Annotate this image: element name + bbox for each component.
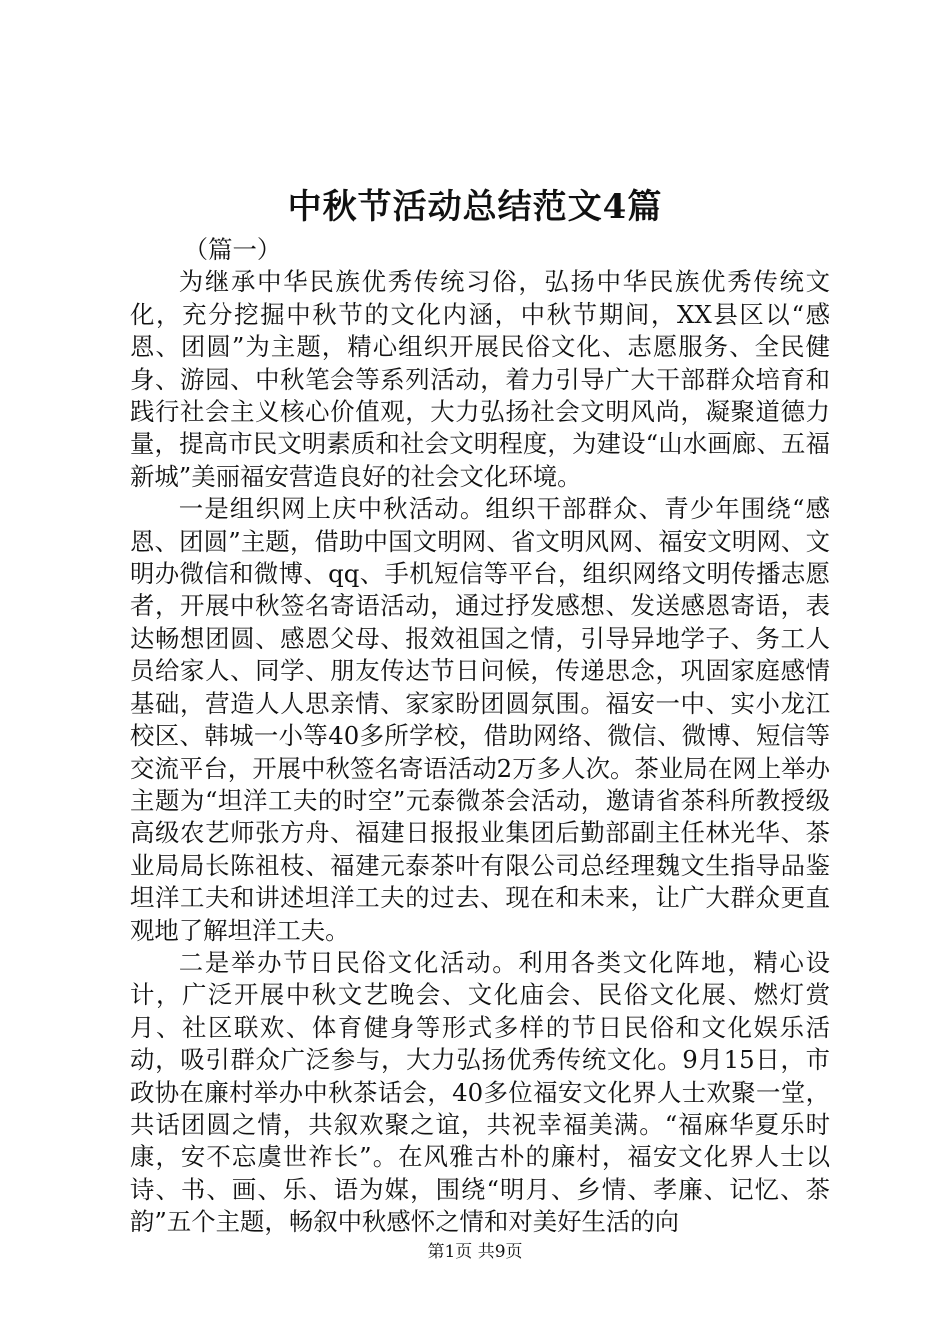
document-title: 中秋节活动总结范文4篇 [287,187,663,227]
section-label: （篇一） [183,235,282,264]
page-footer: 第1页 共9页 [427,1242,523,1262]
paragraph-online-activity: 一是组织网上庆中秋活动。组织干部群众、青少年围绕“感恩、团圆”主题，借助中国文明网、省文明风网、福安文明网、文明办微信和微博、qq、手机短信等平台，组织网络文明传播志愿者，开展中秋签名寄语活动，通过抒发感想、发送感恩寄语，表达畅想团圆、感恩父母、报效祖国之情，引导异地学子、务工人员给家人、同学、朋友传达节日问候，传递思念，巩固家庭感情基础，营造人人思亲情、家家盼团圆氛围。福安一中、实小龙江校区、韩城一小等40多所学校，借助网络、微信、微博、短信等交流平台，开展中秋签名寄语活动2万多人次。茶业局在网上举办主题为“坦洋工夫的时空”元泰微茶会活动，邀请省茶科所教授级高级农艺师张方舟、福建日报报业集团后勤部副主任林光华、茶业局局长陈祖枝、福建元泰茶叶有限公司总经理魏文生指导品鉴坦洋工夫和讲述坦洋工夫的过去、现在和未来，让广大群众更直观地了解坦洋工夫。 [130,494,830,945]
paragraph-intro: 为继承中华民族优秀传统习俗，弘扬中华民族优秀传统文化，充分挖掘中秋节的文化内涵，中秋节期间，XX县区以“感恩、团圆”为主题，精心组织开展民俗文化、志愿服务、全民健身、游园、中秋笔会等系列活动，着力引导广大干部群众培育和践行社会主义核心价值观，大力弘扬社会文明风尚，凝聚道德力量，提高市民文明素质和社会文明程度，为建设“山水画廊、五福新城”美丽福安营造良好的社会文化环境。 [130,267,830,491]
paragraph-folk-culture: 二是举办节日民俗文化活动。利用各类文化阵地，精心设计，广泛开展中秋文艺晚会、文化庙会、民俗文化展、燃灯赏月、社区联欢、体育健身等形式多样的节日民俗和文化娱乐活动，吸引群众广泛参与，大力弘扬优秀传统文化。9月15日，市政协在廉村举办中秋茶话会，40多位福安文化界人士欢聚一堂，共话团圆之情，共叙欢聚之谊，共祝幸福美满。“福麻华夏乐时康，安不忘虞世祚长”。在风雅古朴的廉村，福安文化界人士以诗、书、画、乐、语为媒，围绕“明月、乡情、孝廉、记忆、茶韵”五个主题，畅叙中秋感怀之情和对美好生活的向 [130,947,830,1237]
document-body [130,234,830,1239]
